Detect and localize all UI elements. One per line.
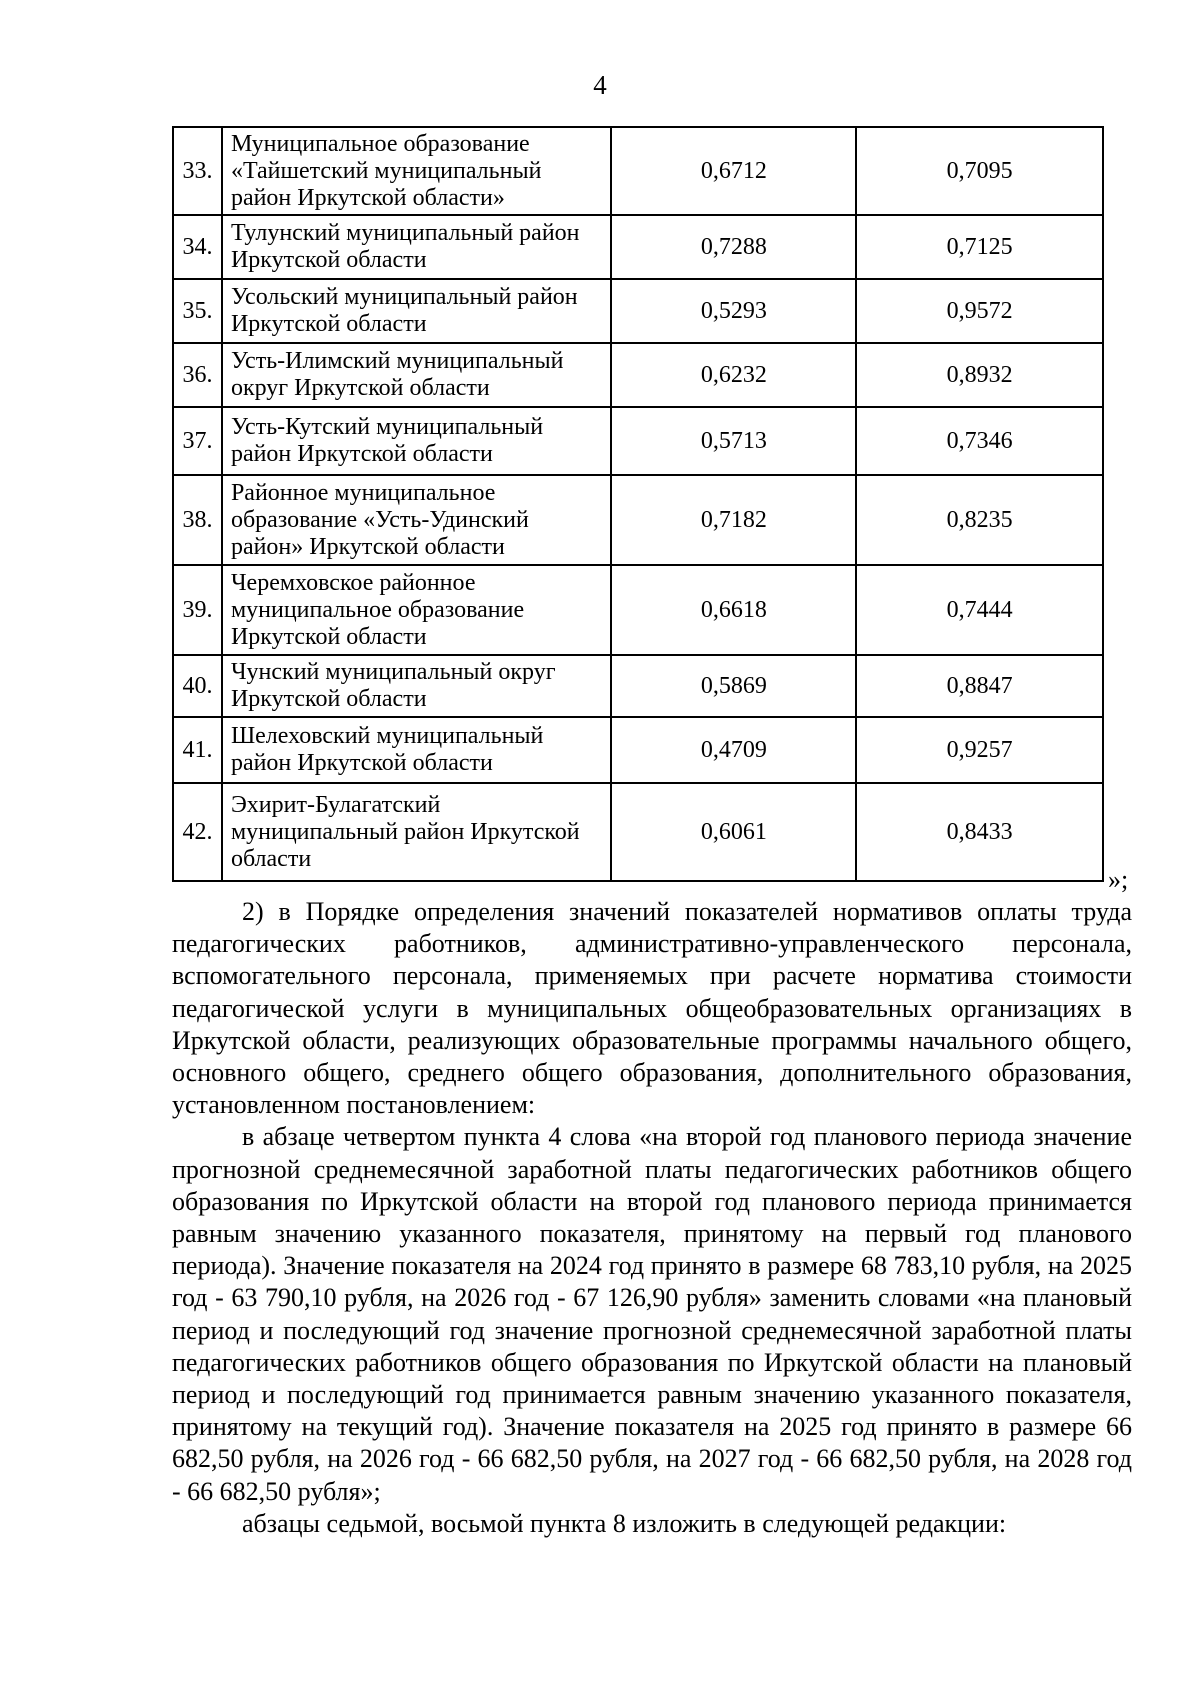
row-number: 39. (173, 565, 222, 655)
table-row (173, 127, 1103, 215)
value-column-1: 0,5713 (611, 407, 856, 475)
municipality-name: Муниципальное образование «Тайшетский муниципальный район Иркутской области» (222, 127, 612, 215)
value-column-2: 0,8932 (856, 343, 1103, 407)
table-row (173, 343, 1103, 407)
table-row (173, 717, 1103, 783)
value-column-2: 0,7125 (856, 215, 1103, 279)
table-row (173, 279, 1103, 343)
municipality-name: Эхирит-Булагатский муниципальный район Иркутской области (222, 783, 612, 881)
municipality-name: Усольский муниципальный район Иркутской области (222, 279, 612, 343)
municipality-name: Усть-Илимский муниципальный округ Иркутской области (222, 343, 612, 407)
value-column-2: 0,8235 (856, 475, 1103, 565)
municipality-name: Чунский муниципальный округ Иркутской области (222, 655, 612, 717)
row-number: 37. (173, 407, 222, 475)
municipality-name: Черемховское районное муниципальное образование Иркутской области (222, 565, 612, 655)
value-column-1: 0,4709 (611, 717, 856, 783)
value-column-2: 0,8433 (856, 783, 1103, 881)
value-column-1: 0,6232 (611, 343, 856, 407)
value-column-2: 0,8847 (856, 655, 1103, 717)
value-column-1: 0,5293 (611, 279, 856, 343)
row-number: 33. (173, 127, 222, 215)
value-column-1: 0,5869 (611, 655, 856, 717)
value-column-1: 0,6712 (611, 127, 856, 215)
table-row (173, 565, 1103, 655)
row-number: 41. (173, 717, 222, 783)
value-column-1: 0,7288 (611, 215, 856, 279)
value-column-2: 0,7346 (856, 407, 1103, 475)
municipality-name: Усть-Кутский муниципальный район Иркутской области (222, 407, 612, 475)
value-column-2: 0,9572 (856, 279, 1103, 343)
municipality-name: Районное муниципальное образование «Усть-Удинский район» Иркутской области (222, 475, 612, 565)
table-row (173, 215, 1103, 279)
row-number: 35. (173, 279, 222, 343)
value-column-1: 0,6061 (611, 783, 856, 881)
row-number: 34. (173, 215, 222, 279)
value-column-2: 0,7095 (856, 127, 1103, 215)
municipality-name: Шелеховский муниципальный район Иркутской области (222, 717, 612, 783)
table-row (173, 475, 1103, 565)
coefficients-table (172, 126, 1104, 882)
value-column-2: 0,9257 (856, 717, 1103, 783)
row-number: 42. (173, 783, 222, 881)
value-column-2: 0,7444 (856, 565, 1103, 655)
paragraph: 2) в Порядке определения значений показателей нормативов оплаты труда педагогических работников, административно-управленческого персонала, вспомогательного персонала, применяемых при расчете норматива стоимости педагогической услуги в муниципальных общеобразовательных организациях в Иркутской области, реализующих образовательные программы начального общего, основного общего, среднего общего образования, дополнительного образования, установленном постановлением: (172, 897, 1132, 1120)
row-number: 40. (173, 655, 222, 717)
page-number: 4 (593, 70, 607, 100)
value-column-1: 0,7182 (611, 475, 856, 565)
row-number: 36. (173, 343, 222, 407)
municipality-name: Тулунский муниципальный район Иркутской области (222, 215, 612, 279)
value-column-1: 0,6618 (611, 565, 856, 655)
paragraph: в абзаце четвертом пункта 4 слова «на второй год планового периода значение прогнозной среднемесячной заработной платы педагогических работников общего образования по Иркутской области на второй год планового периода принимается равным значению указанного показателя, принятому на первый год планового периода). Значение показателя на 2024 год принято в размере 68 783,10 рубля, на 2025 год - 63 790,10 рубля, на 2026 год - 67 126,90 рубля» заменить словами «на плановый период и последующий год значение прогнозной среднемесячной заработной платы педагогических работников общего образования по Иркутской области на плановый период и последующий год принимается равным значению указанного показателя, принятому на текущий год). Значение показателя на 2025 год принято в размере 66 682,50 рубля, на 2026 год - 66 682,50 рубля, на 2027 год - 66 682,50 рубля, на 2028 год - 66 682,50 рубля»; (172, 1122, 1132, 1506)
paragraph: абзацы седьмой, восьмой пункта 8 изложить в следующей редакции: (242, 1508, 1007, 1538)
amendment-text (172, 896, 1132, 1540)
table-closing-quote: »; (1108, 865, 1129, 894)
table-row (173, 655, 1103, 717)
table-row (173, 407, 1103, 475)
table-row (173, 783, 1103, 881)
row-number: 38. (173, 475, 222, 565)
